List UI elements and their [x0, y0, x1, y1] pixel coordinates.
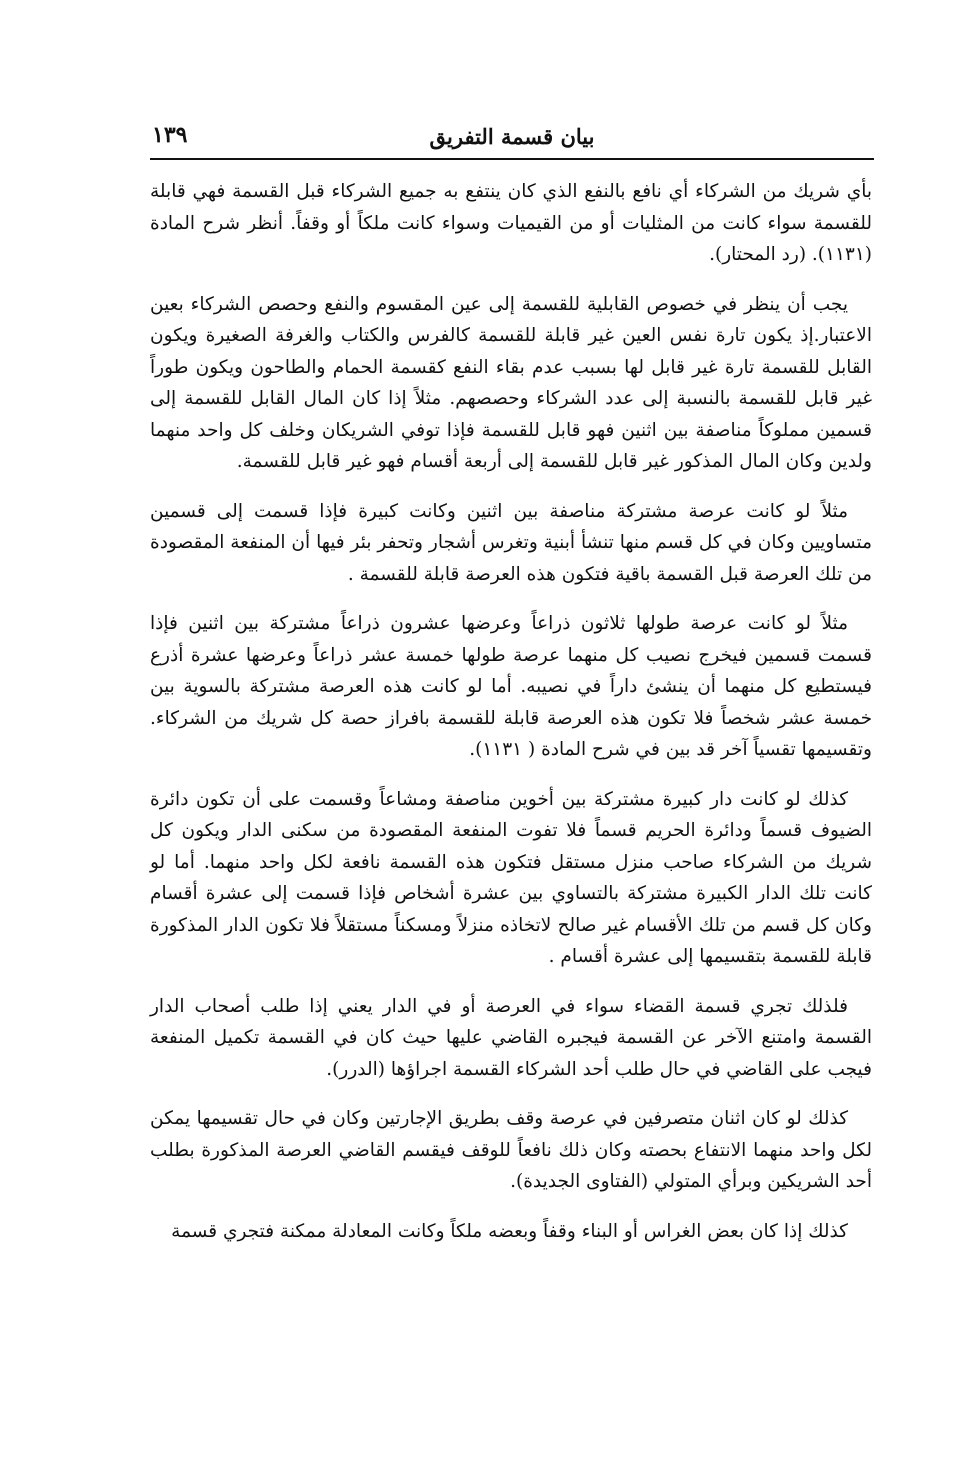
paragraph-4: مثلاً لو كانت عرصة طولها ثلاثون ذراعاً وعرضها عشرون ذراعاً مشتركة بين اثنين فإذا قسمت قسمين فيخرج نصيب كل منهما عرصة طولها خمسة عشر ذراعاً وعرضها عشرة أذرع فيستطيع كل منهما أن ينشئ داراً في نصيبه. أما لو كانت هذه العرصة مشتركة بالسوية بين خمسة عشر شخصاً فلا تكون هذه العرصة قابلة للقسمة بافراز حصة كل شريك من الشركاء. وتقسيمها تقسياً آخر قد بين في شرح المادة ( ١١٣١). — [150, 613, 872, 760]
body-text — [150, 176, 872, 1265]
header-rule — [150, 158, 874, 160]
paragraph-1: بأي شريك من الشركاء أي نافع بالنفع الذي كان ينتفع به جميع الشركاء قبل القسمة فهي قابلة للقسمة سواء كانت من المثليات أو من القيميات وسواء كانت ملكاً أو وقفاً. أنظر شرح المادة (١١٣١). (رد المحتار). — [150, 181, 872, 265]
paragraph-5: كذلك لو كانت دار كبيرة مشتركة بين أخوين مناصفة ومشاعاً وقسمت على أن تكون دائرة الضيوف قسماً ودائرة الحريم قسماً فلا تفوت المنفعة المقصودة من سكنى الدار ويكون كل شريك من الشركاء صاحب منزل مستقل فتكون هذه القسمة نافعة لكل واحد منهما. أما لو كانت تلك الدار الكبيرة مشتركة بالتساوي بين عشرة أشخاص فإذا قسمت إلى عشرة أقسام وكان كل قسم من تلك الأقسام غير صالح لاتخاذه منزلاً ومسكناً مستقلاً فلا تكون الدار المذكورة قابلة للقسمة بتقسيمها إلى عشرة أقسام . — [150, 788, 872, 967]
paragraph-3: مثلاً لو كانت عرصة مشتركة مناصفة بين اثنين وكانت كبيرة فإذا قسمت إلى قسمين متساويين وكان في كل قسم منها تنشأ أبنية وتغرس أشجار وتحفر بئر فيها أن المنفعة المقصودة من تلك العرصة قبل القسمة باقية فتكون هذه العرصة قابلة للقسمة . — [150, 500, 872, 585]
running-header — [150, 118, 874, 156]
paragraph-6: فلذلك تجري قسمة القضاء سواء في العرصة أو في الدار يعني إذا طلب أصحاب الدار القسمة وامتنع الآخر عن القسمة فيجبره القاضي عليها حيث كان في القسمة تكميل المنفعة فيجب على القاضي في حال طلب أحد الشركاء القسمة اجراؤها (الدرر). — [150, 995, 872, 1080]
page-number: ١٣٩ — [152, 122, 188, 148]
header-title: بيان قسمة التفريق — [429, 124, 595, 149]
paragraph-2: يجب أن ينظر في خصوص القابلية للقسمة إلى عين المقسوم والنفع وحصص الشركاء بعين الاعتبار.إذ يكون تارة نفس العين غير قابلة للقسمة كالفرس والكتاب والغرفة الصغيرة ويكون القابل للقسمة تارة غير قابل لها بسبب عدم بقاء النفع كقسمة الحمام والطاحون ويكون طوراً غير قابل للقسمة بالنسبة إلى عدد الشركاء وحصصهم. مثلاً إذا كان المال القابل للقسمة إلى قسمين مملوكاً مناصفة بين اثنين فهو قابل للقسمة فإذا توفي الشريكان وخلف كل واحد منهما ولدين وكان المال المذكور غير قابل للقسمة إلى أربعة أقسام فهو غير قابل للقسمة. — [150, 293, 872, 472]
paragraph-7: كذلك لو كان اثنان متصرفين في عرصة وقف بطريق الإجارتين وكان في حال تقسيمها يمكن لكل واحد منهما الانتفاع بحصته وكان ذلك نافعاً للوقف فيقسم القاضي العرصة المذكورة بطلب أحد الشريكين وبرأي المتولي (الفتاوى الجديدة). — [150, 1108, 872, 1192]
paragraph-8: كذلك إذا كان بعض الغراس أو البناء وقفاً وبعضه ملكاً وكانت المعادلة ممكنة فتجري قسمة — [171, 1220, 848, 1242]
